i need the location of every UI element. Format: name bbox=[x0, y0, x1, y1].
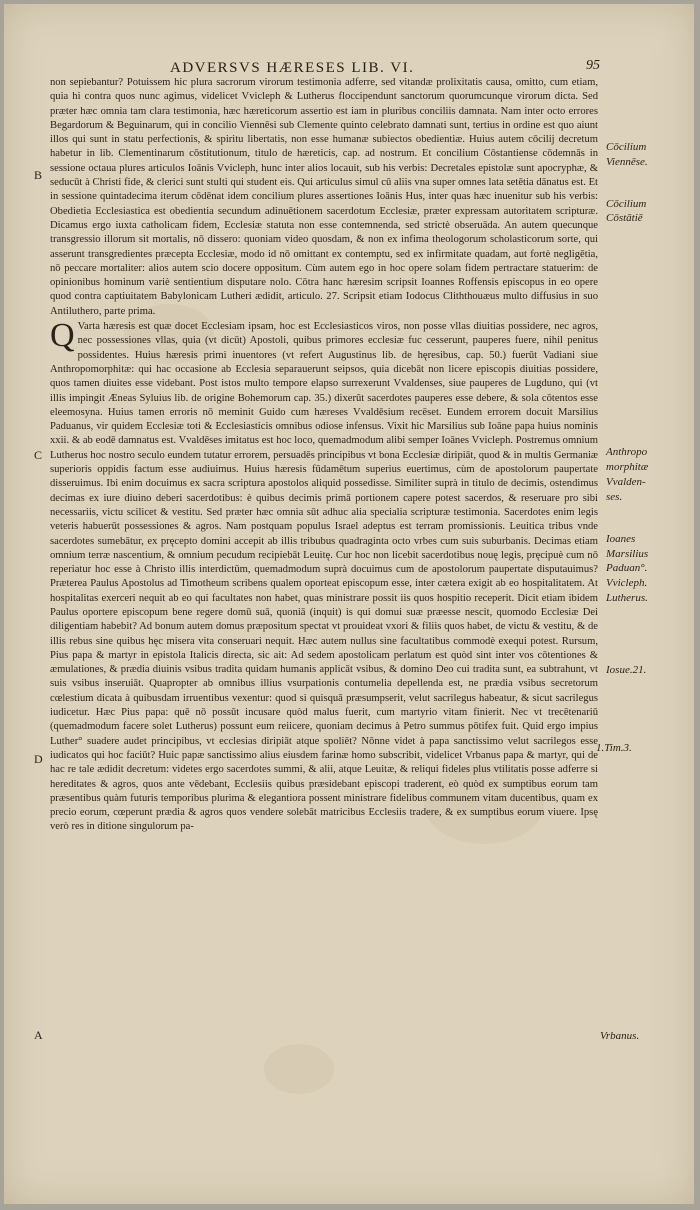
margin-note: Paduan°. bbox=[606, 562, 648, 574]
margin-note: Iosue.21. bbox=[606, 664, 647, 676]
section-letter-d: D bbox=[34, 752, 43, 766]
section-letter-a: A bbox=[34, 1028, 43, 1042]
margin-note: Lutherus. bbox=[606, 592, 648, 604]
drop-capital: Q bbox=[50, 317, 75, 355]
margin-note: Anthropo bbox=[606, 446, 648, 458]
margin-note: Cōstātiē bbox=[606, 212, 643, 224]
margin-note: Cōcilium bbox=[606, 198, 647, 210]
margin-note: morphitæ bbox=[606, 461, 649, 473]
section-letter-b: B bbox=[34, 168, 43, 182]
paragraph-2-text: Varta hæresis est quæ docet Ecclesiam ipsam, hoc est Ecclesiasticos viros, non posse vllas diuitias possidere, nec agros, nec possessiones vllas, quia (vt dicūt) Apostoli, quibus primores ecclesiæ fuc cesserunt, pauperes fuere, nihil penitus possidentes. Huius hæresis primi inuentores (vt refert Augustinus lib. de hęresibus, cap. 50.) fuerūt Vadiani siue Anthropomorphitæ: qui hac occasione ab Ecclesia separauerunt seipsos, quia dicebāt non licere episcopis diuitias possidere, quos tamen diuites esse videbant. Post istos multo tempore elapso surrexerunt Vvaldenses, siue pauperes de Lugduno, qui (vt illis impingit Æneas Syluius lib. de origine Bohemorum cap. 35.) dixerūt sacerdotes pauperes esse debere, & sola cōtentos esse eleemosyna. Huius tamen erroris nō meminit Guido cum hæreses Vvaldēsium recēset. Eundem errorem docuit Marsilius Paduanus, vir quidem Ecclesiæ toti & Ecclesiasticis omnibus odiose infensus. Vixit hic Marsilius sub Ioāne papa huius nominis xxii. & ab eodē damnatus est. Vvaldēses imitatus est hoc loco, quemadmodum alibi semper Ioānes Vvicleph. Postremus omnium Lutherus hoc nostro seculo eundem tutatur errorem, persuadēs principibus vt bona Ecclesiæ diripiāt, quod & in multis Germaniæ superioris oppidis factum esse audiuimus. Huius hæresis fūdamētum superius euertimus, cùm de apostolorum paupertate disseruimus. Ibi enim docuimus ex sacra scriptura apostolos aliquid possedisse. Similiter suprà in titulo de decimis, ostendimus decimas ex iure diuino deberi sacerdotibus: è quibus decimis primā portionem capere potest sacerdos, & reseruare pro sibi necessariis, victu scilicet & vestitu. Sed præter hæc omnia sūt adhuc alia specialia scripturæ testimonia. Sacerdotes enim legis veteris habuerūt possessiones & agros. Nam postquam populus Israel adeptus est terram promissionis. Leuitica tribus vnde sacerdotes sumebātur, ex pręcepto domini accepit ab illis tribubus quadraginta octo vrbes cum suis suburbanis. Decimas etiam omnium terræ nascentium, & omnium pecudum recipiebāt Leuitę. Cur hoc non licebit sacerdotibus nouę legis, pręcipuè cum nō reperiatur hoc esse à Christo illis interdictūm, quemadmodum suprà docuimus cum de apostolorum paupertate disputauimus? Præterea Paulus Apostolus ad Timotheum scribens qualem oporteat episcopum esse, inter cætera exigit ab eo hospitalitatem. At hospitalitas exerceri nequit ab eo qui facultates non habet, quas ministrare possit iis quos hospitio receperit. Dicit etiam ibidem Paulus oportere episcopum bene regere domū suā, quoniā (inquit) is qui domui suæ præesse nescit, quomodo Ecclesiæ Dei diligentiam habebit? Ad bonum autem domus præpositum spectat vt prouideat vxori & filiis quos habet, de victu & vestitu, & de illis rebus sine quibus hęc misera vita conseruari nequit. Hæc autem nullus sine facultatibus commodè exequi potest. Rursum, Pius papa & martyr in epistola Italicis directa, sic ait: Ad sedem apostolicam perlatum est quòd sint inter vos cōtentiones & æmulationes, & prædia diuinis vsibus tradita quidam humanis applicāt vsibus, & domino Deo cui tradita sunt, ea subtrahunt, vt suis vsibus inseruiāt. Quapropter ab omnibus illius vsurpationis contumelia depellenda est, ne prædia vsibus secretorum cœlestium dicata à quibusdam irruentibus vexentur: quod si quisquā præsumpserit, velut sacrilegus habeatur, & sicut sacrilegus iudicetur. Hæc Pius papa: quē nō possūt incusare quòd malus fuerit, cum martyrio vitam finierit. Nec vt trecētenariū (quemadmodum facere solet Lutherus) possunt eum reiicere, quoniam decimus à Petro summus pōtifex fuit. Quid ergo impius Luther° suadere audet principibus, vt ecclesias diripiāt atque spoliēt? Nōnne videt à papa sanctissimo velut sacrilegos esse iudicatos qui hoc faciūt? Huic papæ sanctissimo alius eiusdem farinæ homo subscribit, videlicet Vrbanus papa & martyr, qui de hac re tale ædidit decretum: videtes ergo sacerdotes summi, & alii, atque Leuitæ, & reliqui fideles plus vtilitatis posse adferre si hereditates & agros, quos ante vēdebant, Ecclesiis quibus præsidebant episcopi traderent, eò quòd ex sumptibus eorum tam præsentibus quàm futuris temporibus plurima & elegantiora possent ministrare fidelibus communem vitam ducentibus, quam ex precio eorum, cœperunt prædia & agros quos vendere solebāt matricibus Ecclesiis tradere, & ex sumptibus eorum viuere. Ipsę verò res in ditione singulorum pa- bbox=[50, 321, 598, 833]
margin-note: Marsilius bbox=[606, 548, 649, 560]
margin-note: Viennēse. bbox=[606, 156, 648, 168]
section-letter-c: C bbox=[34, 448, 43, 462]
margin-note: Cōcilium bbox=[606, 141, 647, 153]
main-text bbox=[50, 76, 598, 835]
margin-note: ses. bbox=[606, 491, 623, 503]
margin-note: Vvalden- bbox=[606, 476, 646, 488]
margin-note: 1.Tim.3. bbox=[596, 742, 632, 754]
margin-note: Ioanes bbox=[606, 533, 636, 545]
page-number: 95 bbox=[586, 58, 600, 73]
margin-note: Vvicleph. bbox=[606, 577, 648, 589]
paragraph-2 bbox=[50, 317, 598, 835]
running-title: ADVERSVS HÆRESES LIB. VI. bbox=[170, 60, 415, 76]
paragraph-1: non sepiebantur? Potuissem hic plura sacrorum virorum testimonia adferre, sed vitandæ prolixitatis causa, omitto, cum etiam, quia hi contra quos nunc agimus, videlicet Vvicleph & Lutherus floccipendunt sanctorum quorumcunque virorum dicta. Sed præter hæc omnia tam clara testimonia, hæc hæreticorum assertio est iam in pluribus conciliis damnata. Nam inter octo errores Begardorum & Beguinarum, qui in concilio Viennēsi sub Clemente quinto celebrato damnati sunt, tertius in ordine est quo aiunt illos qui sunt in statu perfectionis, & spiritu libertatis, non esse humanæ subiectos obedientiæ. Huius autem cōcilij decretum habetur in lib. Clementinarum cōstitutionum, titulo de hæreticis, cap. ad nostrum. Et concilium Cōstantiense cōdemnās in sessione octaua plures articulos Ioānis Vvicleph, hunc inter alios locauit, sub his verbis: Decretales epistolæ sunt apocryphæ, & seducūt à Christi fide, & clerici sunt stulti qui student eis. Qui articulus simul cū aliis vna super omnes lata setētia dānatus est. Et in sessione quintadecima iterum cōdēnat idem concilium plures assertiones Ioānis Hus, inter quas hæc inuenitur sub his verbis: Obedietia Ecclesiastica est obedientia secundum adinuētionem sacerdotum Ecclesiæ, præter expressam autoritatem scripturæ. Dicamus ergo iuxta catholicam fidem, Ecclesiæ statuta non esse contemnenda, sed strictè obseruāda. An autem quecunque transgressio illorum sit mortalis, nō dissero: quoniam video quosdam, & non ex infima theologorum scholasticorum sorte, qui asserunt transgredientes præcepta Ecclesiæ, modo id nō omittant ex contemptu, sed ex infirmitate quadam, aut fortè negligētia, nō peccare mortaliter: alios autem scio docere oppositum. Cùm autem ego in hoc opere solam fidem pertractare statuerim: de opinionibus hominum variè sentientium disputare nolo. Cōtra hanc hæresim scripsit Ioannes Roffensis episcopus in eo opere quod contra captiuitatem Babylonicam Lutheri ædidit, articulo. 27. Scripsit etiam Iodocus Cliththouæus multo diffusius in suo Antiluthero, parte prima. bbox=[50, 77, 598, 317]
margin-note: Vrbanus. bbox=[600, 1030, 640, 1042]
